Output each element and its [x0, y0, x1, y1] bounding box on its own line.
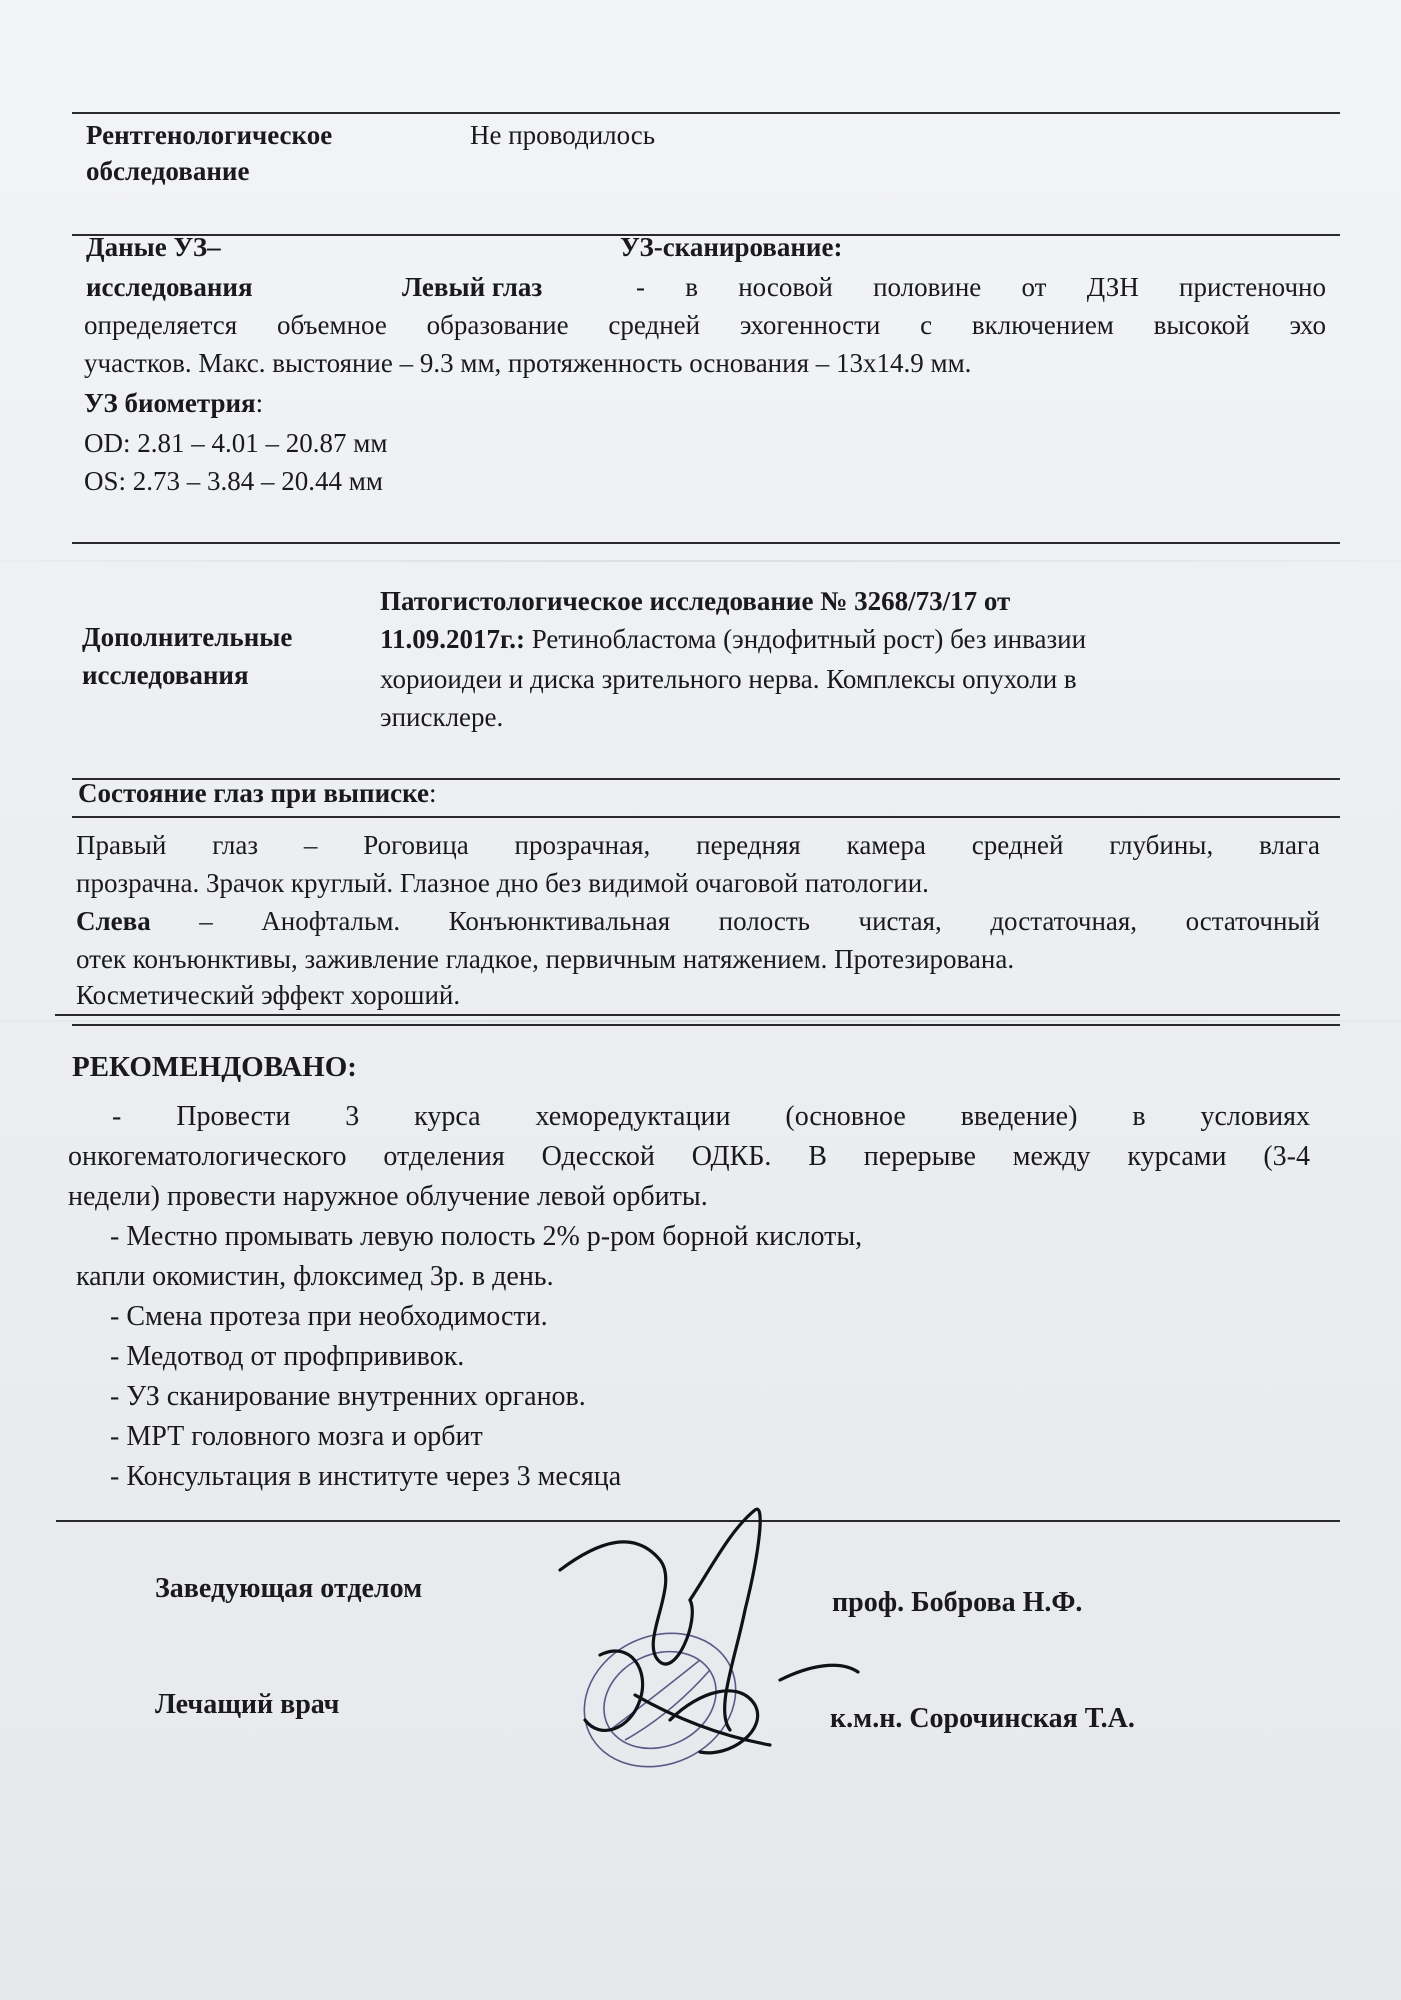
paper-fold	[0, 560, 1401, 562]
us-text: участков. Макс. выстояние – 9.3 мм, протяженность основания – 13х14.9 мм.	[84, 348, 972, 378]
discharge-colon: :	[428, 778, 437, 808]
recommended-heading: РЕКОМЕНДОВАНО:	[72, 1051, 357, 1083]
recommendation-item: капли окомистин, флоксимед 3р. в день.	[76, 1261, 554, 1292]
right-eye-text: прозрачна. Зрачок круглый. Глазное дно без видимой очаговой патологии.	[76, 868, 929, 898]
recommendation-item: - Консультация в институте через 3 месяца	[110, 1461, 622, 1492]
left-eye-label: Слева	[76, 906, 151, 936]
histology-text: хориоидеи и диска зрительного нерва. Комплексы опухоли в	[380, 664, 1077, 694]
histology-text: Ретинобластома (эндофитный рост) без инвазии	[524, 624, 1087, 654]
us-label: Даные УЗ–	[86, 232, 221, 262]
left-eye-text: отек конъюнктивы, заживление гладкое, первичным натяжением. Протезирована.	[76, 944, 1015, 974]
additional-label: исследования	[82, 660, 249, 690]
additional-label: Дополнительные	[82, 622, 293, 652]
xray-label: Рентгенологическое	[86, 120, 333, 150]
attending-doctor-name: к.м.н. Сорочинская Т.А.	[830, 1703, 1135, 1734]
us-label: исследования	[86, 272, 253, 302]
histology-date: 11.09.2017г.:	[380, 624, 525, 654]
head-of-department-name: проф. Боброва Н.Ф.	[832, 1587, 1083, 1618]
recommendation-item: - УЗ сканирование внутренних органов.	[110, 1381, 586, 1412]
divider	[55, 1014, 1340, 1016]
divider	[72, 542, 1340, 544]
us-heading: УЗ-сканирование:	[620, 232, 843, 262]
head-of-department-label: Заведующая отделом	[155, 1573, 423, 1604]
attending-doctor-label: Лечащий врач	[155, 1689, 340, 1720]
paper-fold	[0, 1020, 1401, 1022]
left-eye-text: – Анофтальм. Конъюнктивальная полость чистая, достаточная, остаточный	[150, 906, 1320, 936]
biometry-colon: :	[255, 388, 264, 418]
divider	[72, 1024, 1340, 1026]
discharge-heading: Состояние глаз при выписке	[78, 778, 429, 808]
recommendation-item: онкогематологического отделения Одесской ОДКБ. В перерыве между курсами (3-4	[68, 1141, 1310, 1172]
recommendation-item: недели) провести наружное облучение левой орбиты.	[68, 1181, 708, 1212]
xray-label: обследование	[86, 156, 250, 186]
biometry-od: OD: 2.81 – 4.01 – 20.87 мм	[84, 428, 388, 458]
signature-stamp-icon	[540, 1490, 870, 1800]
biometry-label: УЗ биометрия	[84, 388, 256, 418]
xray-value: Не проводилось	[470, 120, 656, 150]
divider	[72, 112, 1340, 114]
us-text: определяется объемное образование средней эхогенности с включением высокой эхо	[84, 310, 1326, 340]
divider	[72, 816, 1340, 818]
recommendation-item: - Местно промывать левую полость 2% р-ром борной кислоты,	[110, 1221, 863, 1252]
us-text: - в носовой половине от ДЗН пристеночно	[636, 272, 1326, 302]
histology-text: эписклере.	[380, 702, 504, 732]
recommendation-item: - Провести 3 курса хеморедуктации (основное введение) в условиях	[112, 1101, 1310, 1132]
recommendation-item: - МРТ головного мозга и орбит	[110, 1421, 483, 1452]
left-eye-text: Косметический эффект хороший.	[76, 980, 461, 1010]
biometry-os: OS: 2.73 – 3.84 – 20.44 мм	[84, 466, 383, 496]
recommendation-item: - Медотвод от профпрививок.	[110, 1341, 465, 1372]
us-eye-label: Левый глаз	[402, 272, 543, 302]
recommendation-item: - Смена протеза при необходимости.	[110, 1301, 548, 1332]
histology-title: Патогистологическое исследование № 3268/73/17 от	[380, 586, 1011, 616]
right-eye-text: Правый глаз – Роговица прозрачная, передняя камера средней глубины, влага	[76, 830, 1320, 860]
